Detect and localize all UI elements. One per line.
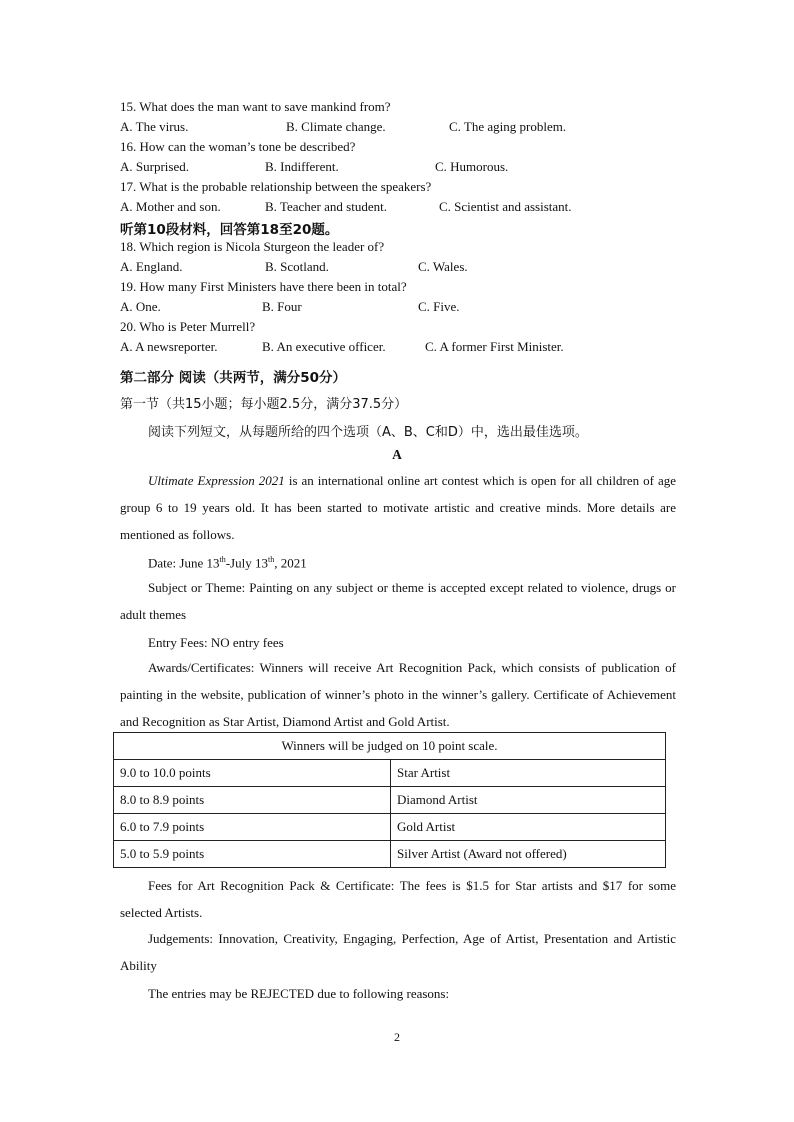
passage-fees: Fees for Art Recognition Pack & Certificate: The fees is $1.5 for Star artists and $17 for some selected Artists. bbox=[120, 878, 676, 920]
question-15-option-c: C. The aging problem. bbox=[449, 119, 567, 134]
question-15-option-b: B. Climate change. bbox=[286, 119, 386, 134]
date-middle: -July 13 bbox=[225, 555, 268, 571]
question-18-option-a: A. England. bbox=[120, 259, 183, 274]
part2-title: 第二部分 阅读（共两节，满分50分） bbox=[120, 370, 346, 386]
table-row bbox=[114, 787, 666, 814]
table-cell-award: Star Artist bbox=[391, 760, 666, 787]
question-16-option-c: C. Humorous. bbox=[435, 159, 509, 174]
passage-date bbox=[148, 555, 307, 571]
table-header-row bbox=[114, 733, 666, 760]
table-cell-range: 6.0 to 7.9 points bbox=[114, 814, 391, 841]
question-17-option-b: B. Teacher and student. bbox=[265, 199, 387, 214]
table-cell-range: 5.0 to 5.9 points bbox=[114, 841, 391, 868]
question-19-option-a: A. One. bbox=[120, 299, 161, 314]
section1-instruction: 阅读下列短文，从每题所给的四个选项（A、B、C和D）中，选出最佳选项。 bbox=[148, 425, 588, 440]
date-suffix-1: th bbox=[219, 555, 226, 564]
table-row bbox=[114, 841, 666, 868]
listening-instruction: 听第10段材料，回答第18至20题。 bbox=[120, 222, 339, 238]
passage-label: A bbox=[392, 447, 402, 462]
question-18-stem: 18. Which region is Nicola Sturgeon the leader of? bbox=[120, 239, 385, 254]
date-year: , 2021 bbox=[274, 555, 307, 571]
question-18-option-c: C. Wales. bbox=[418, 259, 468, 274]
question-20-option-a: A. A newsreporter. bbox=[120, 339, 218, 354]
question-20-option-b: B. An executive officer. bbox=[262, 339, 386, 354]
table-cell-award: Diamond Artist bbox=[391, 787, 666, 814]
question-15-option-a: A. The virus. bbox=[120, 119, 189, 134]
passage-judgements: Judgements: Innovation, Creativity, Engaging, Perfection, Age of Artist, Presentation and Artistic Ability bbox=[120, 931, 676, 973]
date-prefix: Date: June 13 bbox=[148, 555, 220, 571]
awards-table bbox=[113, 732, 666, 868]
passage-intro bbox=[120, 468, 676, 548]
question-18-option-b: B. Scotland. bbox=[265, 259, 329, 274]
table-cell-award: Gold Artist bbox=[391, 814, 666, 841]
passage-rejected: The entries may be REJECTED due to following reasons: bbox=[148, 986, 450, 1001]
table-cell-range: 9.0 to 10.0 points bbox=[114, 760, 391, 787]
question-19-stem: 19. How many First Ministers have there been in total? bbox=[120, 279, 407, 294]
question-16-stem: 16. How can the woman’s tone be described? bbox=[120, 139, 356, 154]
section1-title: 第一节（共15小题；每小题2.5分，满分37.5分） bbox=[120, 397, 408, 412]
question-17-option-c: C. Scientist and assistant. bbox=[439, 199, 572, 214]
table-cell-award: Silver Artist (Award not offered) bbox=[391, 841, 666, 868]
question-16-option-b: B. Indifferent. bbox=[265, 159, 339, 174]
question-15-stem: 15. What does the man want to save mankind from? bbox=[120, 99, 391, 114]
question-19-option-c: C. Five. bbox=[418, 299, 460, 314]
date-suffix-2: th bbox=[267, 555, 275, 564]
passage-awards: Awards/Certificates: Winners will receive Art Recognition Pack, which consists of publication of painting in the website, publication of winner’s photo in the winner’s gallery. Certificate of Achievement and Recognition as Star Artist, Diamond Artist and Gold Artist. bbox=[120, 660, 676, 729]
question-20-stem: 20. Who is Peter Murrell? bbox=[120, 319, 256, 334]
page-number: 2 bbox=[394, 1030, 400, 1044]
passage-entry-fees: Entry Fees: NO entry fees bbox=[148, 635, 284, 650]
question-20-option-c: C. A former First Minister. bbox=[425, 339, 564, 354]
table-row bbox=[114, 814, 666, 841]
passage-intro-rest: is an international online art contest which is open for all children of age group 6 to 19 years old. It has been started to motivate artistic and creative minds. More details are mentioned as follows. bbox=[120, 473, 676, 542]
table-cell-range: 8.0 to 8.9 points bbox=[114, 787, 391, 814]
question-16-option-a: A. Surprised. bbox=[120, 159, 189, 174]
contest-title: Ultimate Expression 2021 bbox=[148, 473, 285, 488]
table-row bbox=[114, 760, 666, 787]
question-17-option-a: A. Mother and son. bbox=[120, 199, 221, 214]
question-17-stem: 17. What is the probable relationship between the speakers? bbox=[120, 179, 432, 194]
table-header: Winners will be judged on 10 point scale. bbox=[114, 733, 666, 760]
question-19-option-b: B. Four bbox=[262, 299, 302, 314]
passage-subject: Subject or Theme: Painting on any subject or theme is accepted except related to violence, drugs or adult themes bbox=[120, 580, 676, 622]
